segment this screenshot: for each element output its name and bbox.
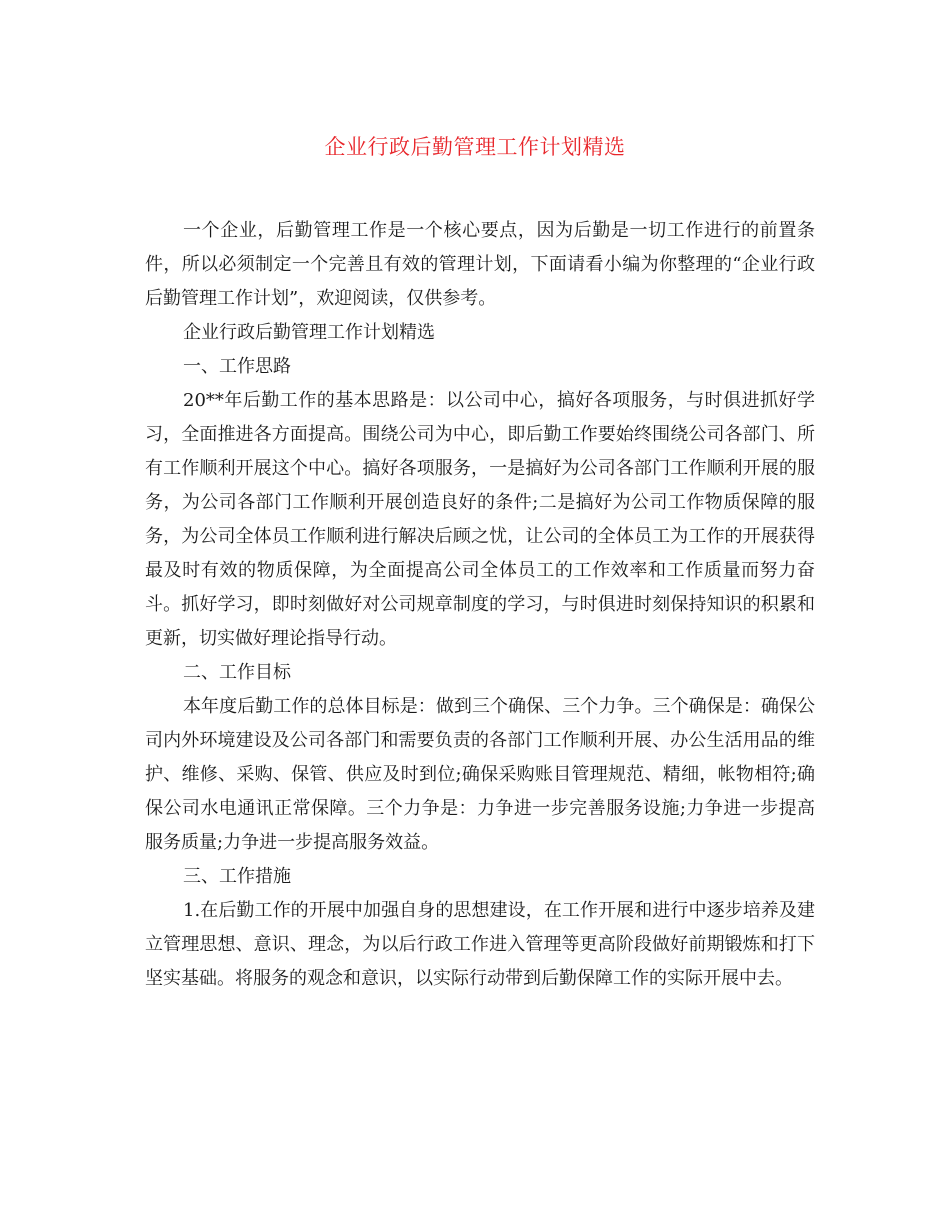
paragraph-work-measures-1: 1.在后勤工作的开展中加强自身的思想建设，在工作开展和进行中逐步培养及建立管理思想、意识、理念，为以后行政工作进入管理等更高阶段做好前期锻炼和打下坚实基础。将服务的观念和意识，以实际行动带到后勤保障工作的实际开展中去。 xyxy=(145,900,815,989)
document-title: 企业行政后勤管理工作计划精选 xyxy=(324,135,626,159)
paragraph-work-ideas: 20**年后勤工作的基本思路是：以公司中心，搞好各项服务，与时俱进抓好学习，全面推进各方面提高。围绕公司为中心，即后勤工作要始终围绕公司各部门、所有工作顺利开展这个中心。搞好各项服务，一是搞好为公司各部门工作顺利开展的服务，为公司各部门工作顺利开展创造良好的条件;二是搞好为公司工作物质保障的服务，为公司全体员工作顺利进行解决后顾之忧，让公司的全体员工为工作的开展获得最及时有效的物质保障，为全面提高公司全体员工的工作效率和工作质量而努力奋斗。抓好学习，即时刻做好对公司规章制度的学习，与时俱进时刻保持知识的积累和更新，切实做好理论指导行动。 xyxy=(145,390,815,649)
paragraph-subtitle: 企业行政后勤管理工作计划精选 xyxy=(183,322,435,343)
section-heading-work-goals: 二、工作目标 xyxy=(183,662,291,683)
document-body xyxy=(145,214,815,996)
section-heading-work-measures: 三、工作措施 xyxy=(183,866,291,887)
paragraph-work-goals: 本年度后勤工作的总体目标是：做到三个确保、三个力争。三个确保是：确保公司内外环境建设及公司各部门和需要负责的各部门工作顺利开展、办公生活用品的维护、维修、采购、保管、供应及时到位;确保采购账目管理规范、精细，帐物相符;确保公司水电通讯正常保障。三个力争是：力争进一步完善服务设施;力争进一步提高服务质量;力争进一步提高服务效益。 xyxy=(145,696,816,853)
paragraph-intro: 一个企业，后勤管理工作是一个核心要点，因为后勤是一切工作进行的前置条件，所以必须制定一个完善且有效的管理计划，下面请看小编为你整理的“企业行政后勤管理工作计划”，欢迎阅读，仅供参考。 xyxy=(145,220,815,309)
section-heading-work-ideas: 一、工作思路 xyxy=(183,356,291,377)
